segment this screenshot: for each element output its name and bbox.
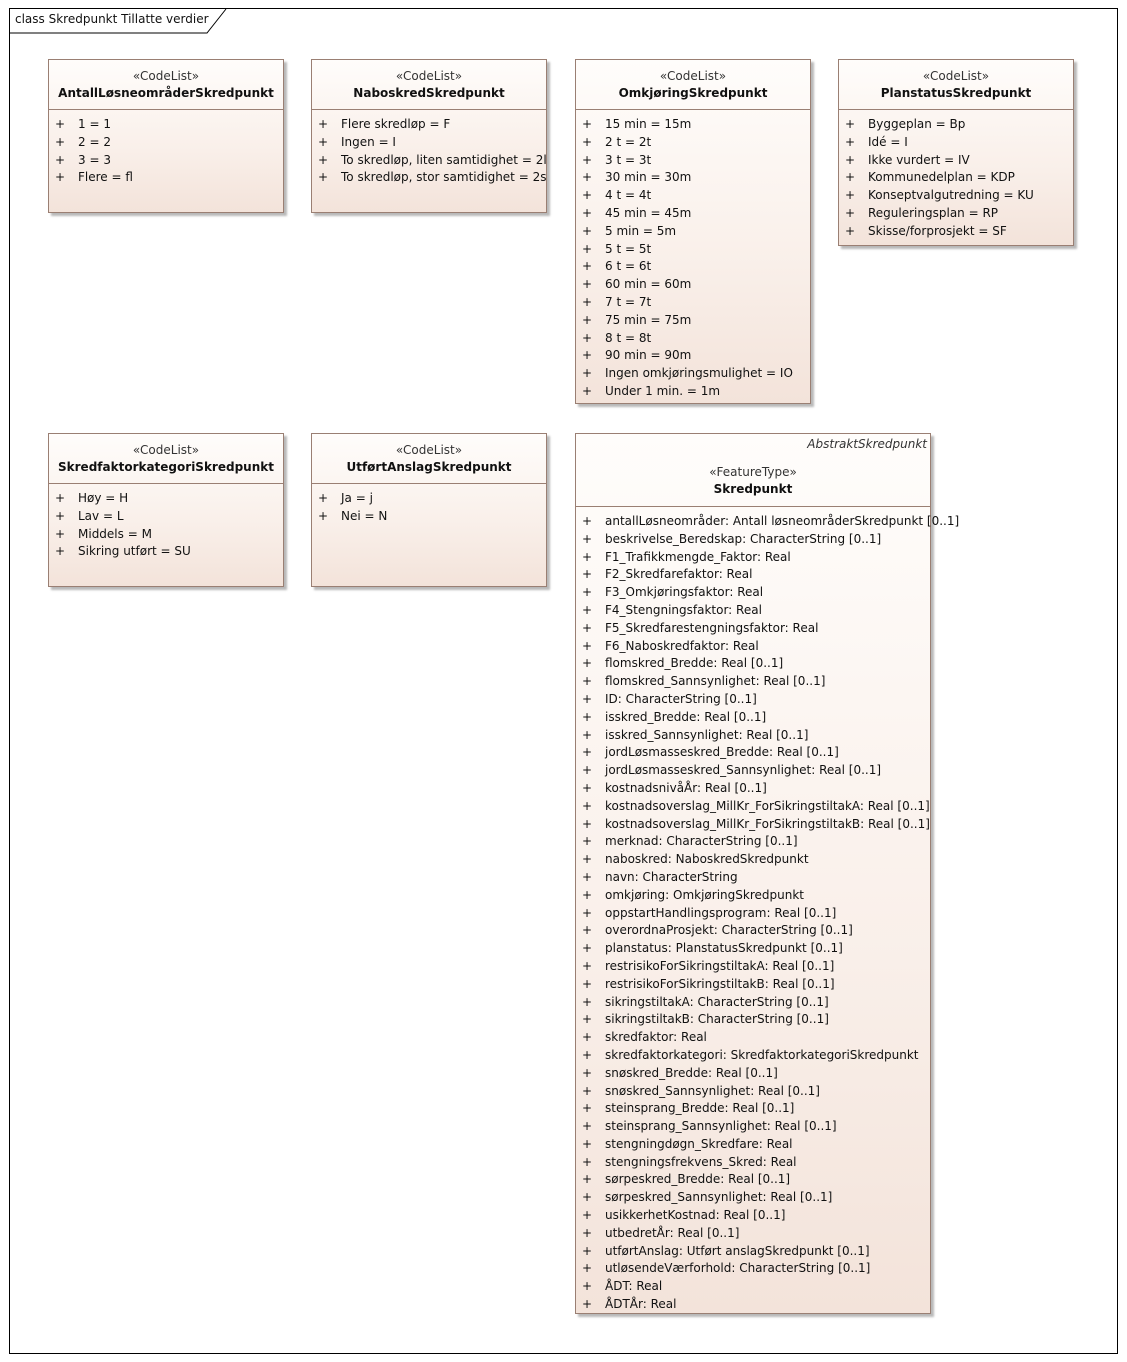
visibility-public: + [582, 745, 593, 760]
attribute-row [576, 905, 930, 923]
visibility-public: + [582, 691, 593, 706]
visibility-public: + [582, 531, 593, 546]
attribute-text: beskrivelse_Beredskap: CharacterString [0..1] [605, 531, 882, 546]
attribute-row [576, 620, 930, 638]
attribute-row [576, 531, 930, 549]
attribute-row [576, 744, 930, 762]
attribute-text: 1 = 1 [78, 117, 111, 131]
visibility-public: + [582, 638, 593, 653]
attribute-text: 60 min = 60m [605, 277, 692, 292]
attribute-text: sikringstiltakB: CharacterString [0..1] [605, 1012, 829, 1027]
attribute-text: sikringstiltakA: CharacterString [0..1] [605, 994, 829, 1009]
attribute-row [576, 1154, 930, 1172]
visibility-public: + [582, 1297, 593, 1312]
attribute-row [576, 169, 810, 187]
attribute-row [576, 223, 810, 241]
attribute-row [576, 940, 930, 958]
attribute-row [576, 312, 810, 330]
attribute-row [576, 549, 930, 567]
attribute-row [576, 1011, 930, 1029]
attribute-row [576, 762, 930, 780]
attribute-row [576, 330, 810, 348]
attribute-text: skredfaktorkategori: SkredfaktorkategoriSkredpunkt [605, 1047, 919, 1062]
attribute-row [312, 152, 546, 170]
attribute-row [576, 1189, 930, 1207]
visibility-public: + [582, 223, 593, 238]
attribute-text: flomskred_Bredde: Real [0..1] [605, 656, 784, 671]
visibility-public: + [582, 709, 593, 724]
visibility-public: + [318, 508, 329, 523]
abstract-parent-label: AbstraktSkredpunkt [807, 437, 927, 451]
visibility-public: + [582, 1047, 593, 1062]
attribute-row [576, 869, 930, 887]
attribute-text: Konseptvalgutredning = KU [868, 188, 1034, 203]
attribute-text: Kommunedelplan = KDP [868, 170, 1015, 185]
attribute-text: 5 t = 5t [605, 241, 652, 256]
attribute-row [576, 513, 960, 531]
visibility-public: + [845, 152, 856, 167]
attribute-row [49, 508, 283, 526]
visibility-public: + [582, 152, 593, 167]
class-header [312, 434, 546, 484]
attribute-text: utløsendeVærforhold: CharacterString [0..1] [605, 1261, 871, 1276]
attribute-text: steinsprang_Sannsynlighet: Real [0..1] [605, 1119, 837, 1134]
attribute-text: jordLøsmasseskred_Sannsynlighet: Real [0..1] [605, 763, 882, 778]
visibility-public: + [55, 117, 66, 131]
attribute-text: 5 min = 5m [605, 223, 677, 238]
attribute-text: merknad: CharacterString [0..1] [605, 834, 798, 849]
attribute-row [576, 1225, 930, 1243]
attribute-text: 75 min = 75m [605, 312, 692, 327]
attribute-row [576, 116, 810, 134]
attribute-row [576, 365, 810, 383]
visibility-public: + [55, 544, 66, 559]
visibility-public: + [582, 1279, 593, 1294]
attribute-text: Ja = j [341, 491, 373, 505]
attribute-row [576, 1083, 930, 1101]
attribute-text: isskred_Bredde: Real [0..1] [605, 709, 767, 724]
attribute-row [576, 798, 930, 816]
attribute-text: F3_Omkjøringsfaktor: Real [605, 585, 764, 600]
visibility-public: + [582, 656, 593, 671]
visibility-public: + [582, 117, 593, 131]
attribute-row [576, 1260, 930, 1278]
visibility-public: + [582, 277, 593, 292]
attribute-row [576, 1207, 930, 1225]
class-header [576, 434, 930, 507]
visibility-public: + [582, 312, 593, 327]
attribute-text: usikkerhetKostnad: Real [0..1] [605, 1208, 786, 1223]
stereotype-label: «CodeList» [922, 69, 990, 83]
visibility-public: + [318, 134, 329, 149]
stereotype-label: «CodeList» [132, 443, 200, 457]
attribute-text: 2 = 2 [78, 134, 111, 149]
class-planstatus[interactable] [838, 59, 1074, 246]
attribute-row [576, 1296, 930, 1314]
visibility-public: + [582, 834, 593, 849]
attribute-text: 3 t = 3t [605, 152, 652, 167]
attribute-text: F6_Naboskredfaktor: Real [605, 638, 759, 653]
attribute-row [576, 994, 930, 1012]
attribute-text: isskred_Sannsynlighet: Real [0..1] [605, 727, 809, 742]
attribute-list [49, 110, 283, 187]
visibility-public: + [55, 170, 66, 185]
attribute-row [49, 134, 283, 152]
attribute-row [576, 691, 930, 709]
visibility-public: + [845, 223, 856, 238]
attribute-text: stengningdøgn_Skredfare: Real [605, 1136, 793, 1151]
visibility-public: + [582, 259, 593, 274]
visibility-public: + [582, 763, 593, 778]
class-header [312, 60, 546, 110]
attribute-text: Skisse/forprosjekt = SF [868, 223, 1007, 238]
attribute-row [576, 1065, 930, 1083]
attribute-row [839, 134, 1073, 152]
visibility-public: + [55, 508, 66, 523]
attribute-row [312, 508, 546, 526]
visibility-public: + [582, 205, 593, 220]
attribute-text: Under 1 min. = 1m [605, 383, 721, 398]
attribute-row [576, 1118, 930, 1136]
visibility-public: + [582, 1190, 593, 1205]
attribute-row [49, 543, 283, 561]
attribute-text: Lav = L [78, 508, 124, 523]
visibility-public: + [582, 1119, 593, 1134]
attribute-row [576, 1278, 930, 1296]
attribute-text: ÅDT: Real [605, 1279, 663, 1294]
class-antall-losneomrader[interactable] [48, 59, 284, 213]
attribute-text: flomskred_Sannsynlighet: Real [0..1] [605, 674, 826, 689]
class-header [576, 60, 810, 110]
attribute-row [49, 526, 283, 544]
class-name: UtførtAnslagSkredpunkt [346, 460, 512, 474]
attribute-text: 90 min = 90m [605, 348, 692, 363]
attribute-text: F2_Skredfarefaktor: Real [605, 567, 753, 582]
visibility-public: + [582, 567, 593, 582]
visibility-public: + [582, 170, 593, 185]
visibility-public: + [318, 152, 329, 167]
visibility-public: + [582, 1208, 593, 1223]
visibility-public: + [582, 366, 593, 381]
visibility-public: + [318, 170, 329, 185]
attribute-text: stengningsfrekvens_Skred: Real [605, 1154, 797, 1169]
attribute-row [576, 887, 930, 905]
visibility-public: + [582, 514, 593, 528]
attribute-row [576, 294, 810, 312]
attribute-text: F1_Trafikkmengde_Faktor: Real [605, 549, 791, 564]
attribute-list [576, 507, 960, 1314]
attribute-text: oppstartHandlingsprogram: Real [0..1] [605, 905, 837, 920]
attribute-row [576, 673, 930, 691]
attribute-text: jordLøsmasseskred_Bredde: Real [0..1] [605, 745, 839, 760]
attribute-row [576, 833, 930, 851]
visibility-public: + [582, 1030, 593, 1045]
class-utfort-anslag[interactable] [311, 433, 547, 587]
visibility-public: + [582, 585, 593, 600]
attribute-text: Ingen = I [341, 134, 396, 149]
visibility-public: + [582, 549, 593, 564]
class-name: AntallLøsneområderSkredpunkt [58, 86, 274, 100]
visibility-public: + [582, 816, 593, 831]
attribute-row [839, 169, 1073, 187]
attribute-text: Middels = M [78, 526, 152, 541]
attribute-row [49, 116, 283, 134]
attribute-text: skredfaktor: Real [605, 1030, 707, 1045]
attribute-row [312, 169, 546, 187]
attribute-row [576, 152, 810, 170]
visibility-public: + [582, 134, 593, 149]
attribute-row [576, 205, 810, 223]
class-header [49, 60, 283, 110]
attribute-row [576, 1136, 930, 1154]
attribute-text: restrisikoForSikringstiltakA: Real [0..1] [605, 958, 835, 973]
visibility-public: + [582, 1012, 593, 1027]
attribute-row [839, 205, 1073, 223]
visibility-public: + [55, 152, 66, 167]
attribute-row [49, 490, 283, 508]
attribute-list [312, 484, 546, 526]
attribute-row [576, 383, 810, 401]
visibility-public: + [845, 170, 856, 185]
stereotype-label: «CodeList» [132, 69, 200, 83]
attribute-text: Ikke vurdert = IV [868, 152, 970, 167]
attribute-row [312, 490, 546, 508]
class-header [49, 434, 283, 484]
attribute-row [576, 727, 930, 745]
attribute-text: 30 min = 30m [605, 170, 692, 185]
visibility-public: + [582, 1261, 593, 1276]
attribute-list [312, 110, 546, 187]
attribute-text: utbedretÅr: Real [0..1] [605, 1225, 740, 1240]
attribute-row [576, 976, 930, 994]
visibility-public: + [582, 1136, 593, 1151]
attribute-text: snøskred_Sannsynlighet: Real [0..1] [605, 1083, 820, 1098]
visibility-public: + [582, 1172, 593, 1187]
attribute-text: Nei = N [341, 508, 388, 523]
attribute-text: sørpeskred_Bredde: Real [0..1] [605, 1172, 791, 1187]
visibility-public: + [582, 241, 593, 256]
attribute-row [576, 584, 930, 602]
attribute-row [576, 780, 930, 798]
stereotype-label: «CodeList» [659, 69, 727, 83]
attribute-row [312, 134, 546, 152]
visibility-public: + [845, 188, 856, 203]
attribute-text: Flere = fl [78, 170, 133, 185]
attribute-text: Idé = I [868, 134, 908, 149]
attribute-row [839, 152, 1073, 170]
attribute-text: To skredløp, stor samtidighet = 2s [341, 170, 547, 185]
visibility-public: + [582, 887, 593, 902]
attribute-text: 45 min = 45m [605, 205, 692, 220]
visibility-public: + [582, 923, 593, 938]
attribute-row [576, 1047, 930, 1065]
attribute-row [576, 187, 810, 205]
attribute-text: To skredløp, liten samtidighet = 2l [341, 152, 547, 167]
attribute-row [576, 655, 930, 673]
attribute-row [576, 816, 930, 834]
attribute-text: sørpeskred_Sannsynlighet: Real [0..1] [605, 1190, 833, 1205]
visibility-public: + [582, 620, 593, 635]
visibility-public: + [845, 205, 856, 220]
class-name: PlanstatusSkredpunkt [880, 86, 1032, 100]
attribute-row [576, 347, 810, 365]
visibility-public: + [582, 188, 593, 203]
visibility-public: + [582, 348, 593, 363]
attribute-row [49, 169, 283, 187]
attribute-row [312, 116, 546, 134]
attribute-text: steinsprang_Bredde: Real [0..1] [605, 1101, 795, 1116]
visibility-public: + [582, 976, 593, 991]
visibility-public: + [55, 491, 66, 505]
attribute-text: Byggeplan = Bp [868, 117, 966, 131]
class-name: Skredpunkt [713, 482, 793, 496]
visibility-public: + [582, 1083, 593, 1098]
visibility-public: + [845, 134, 856, 149]
attribute-text: kostnadsnivåÅr: Real [0..1] [605, 780, 767, 795]
attribute-row [839, 223, 1073, 241]
attribute-row [576, 566, 930, 584]
visibility-public: + [582, 727, 593, 742]
attribute-row [576, 638, 930, 656]
visibility-public: + [55, 526, 66, 541]
stereotype-label: «FeatureType» [709, 465, 797, 479]
attribute-text: kostnadsoverslag_MillKr_ForSikringstiltakB: Real [0..1] [605, 816, 930, 831]
class-header [839, 60, 1073, 110]
visibility-public: + [582, 1065, 593, 1080]
visibility-public: + [582, 905, 593, 920]
attribute-text: F4_Stengningsfaktor: Real [605, 602, 762, 617]
attribute-text: ID: CharacterString [0..1] [605, 691, 757, 706]
frame-title: class Skredpunkt Tillatte verdier [15, 12, 209, 26]
attribute-row [576, 258, 810, 276]
attribute-row [576, 241, 810, 259]
attribute-row [576, 1029, 930, 1047]
attribute-row [839, 116, 1073, 134]
class-name: NaboskredSkredpunkt [353, 86, 505, 100]
visibility-public: + [582, 602, 593, 617]
attribute-text: Reguleringsplan = RP [868, 205, 999, 220]
visibility-public: + [582, 852, 593, 867]
attribute-text: 8 t = 8t [605, 330, 652, 345]
visibility-public: + [582, 294, 593, 309]
class-name: SkredfaktorkategoriSkredpunkt [58, 460, 274, 474]
class-skredfaktorkategori[interactable] [48, 433, 284, 587]
visibility-public: + [582, 674, 593, 689]
class-skredpunkt[interactable] [575, 433, 960, 1314]
stereotype-label: «CodeList» [395, 443, 463, 457]
visibility-public: + [582, 1225, 593, 1240]
attribute-row [576, 1243, 930, 1261]
attribute-row [576, 709, 930, 727]
attribute-text: ÅDTÅr: Real [605, 1297, 677, 1312]
attribute-text: restrisikoForSikringstiltakB: Real [0..1] [605, 976, 835, 991]
attribute-row [576, 602, 930, 620]
attribute-text: navn: CharacterString [605, 869, 738, 884]
attribute-text: 2 t = 2t [605, 134, 652, 149]
attribute-list [576, 110, 810, 401]
visibility-public: + [582, 330, 593, 345]
visibility-public: + [845, 117, 856, 131]
attribute-text: utførtAnslag: Utført anslagSkredpunkt [0..1] [605, 1243, 870, 1258]
attribute-text: Høy = H [78, 491, 129, 505]
visibility-public: + [318, 117, 329, 131]
class-name: OmkjøringSkredpunkt [618, 86, 768, 100]
attribute-text: Flere skredløp = F [341, 117, 451, 131]
attribute-text: 15 min = 15m [605, 117, 692, 131]
attribute-text: antallLøsneområder: Antall løsneområderSkredpunkt [0..1] [605, 514, 960, 528]
visibility-public: + [582, 1243, 593, 1258]
attribute-text: omkjøring: OmkjøringSkredpunkt [605, 887, 804, 902]
visibility-public: + [582, 1101, 593, 1116]
attribute-text: naboskred: NaboskredSkredpunkt [605, 852, 809, 867]
attribute-row [49, 152, 283, 170]
attribute-row [839, 187, 1073, 205]
attribute-text: Ingen omkjøringsmulighet = IO [605, 366, 793, 381]
attribute-row [576, 276, 810, 294]
visibility-public: + [582, 958, 593, 973]
attribute-row [576, 1171, 930, 1189]
attribute-list [49, 484, 283, 561]
visibility-public: + [582, 994, 593, 1009]
visibility-public: + [55, 134, 66, 149]
visibility-public: + [582, 941, 593, 956]
attribute-text: 7 t = 7t [605, 294, 652, 309]
visibility-public: + [582, 1154, 593, 1169]
visibility-public: + [582, 383, 593, 398]
attribute-text: overordnaProsjekt: CharacterString [0..1] [605, 923, 853, 938]
class-omkjoring[interactable] [575, 59, 811, 404]
class-naboskred[interactable] [311, 59, 547, 213]
attribute-list [839, 110, 1073, 241]
attribute-text: 3 = 3 [78, 152, 111, 167]
attribute-text: 4 t = 4t [605, 188, 652, 203]
attribute-row [576, 851, 930, 869]
attribute-text: kostnadsoverslag_MillKr_ForSikringstiltakA: Real [0..1] [605, 798, 930, 813]
visibility-public: + [318, 491, 329, 505]
attribute-row [576, 922, 930, 940]
visibility-public: + [582, 780, 593, 795]
visibility-public: + [582, 798, 593, 813]
visibility-public: + [582, 869, 593, 884]
attribute-text: planstatus: PlanstatusSkredpunkt [0..1] [605, 941, 843, 956]
attribute-text: F5_Skredfarestengningsfaktor: Real [605, 620, 819, 635]
attribute-text: Sikring utført = SU [78, 544, 191, 559]
stereotype-label: «CodeList» [395, 69, 463, 83]
attribute-row [576, 1100, 930, 1118]
attribute-text: 6 t = 6t [605, 259, 652, 274]
attribute-row [576, 958, 930, 976]
attribute-text: snøskred_Bredde: Real [0..1] [605, 1065, 778, 1080]
attribute-row [576, 134, 810, 152]
